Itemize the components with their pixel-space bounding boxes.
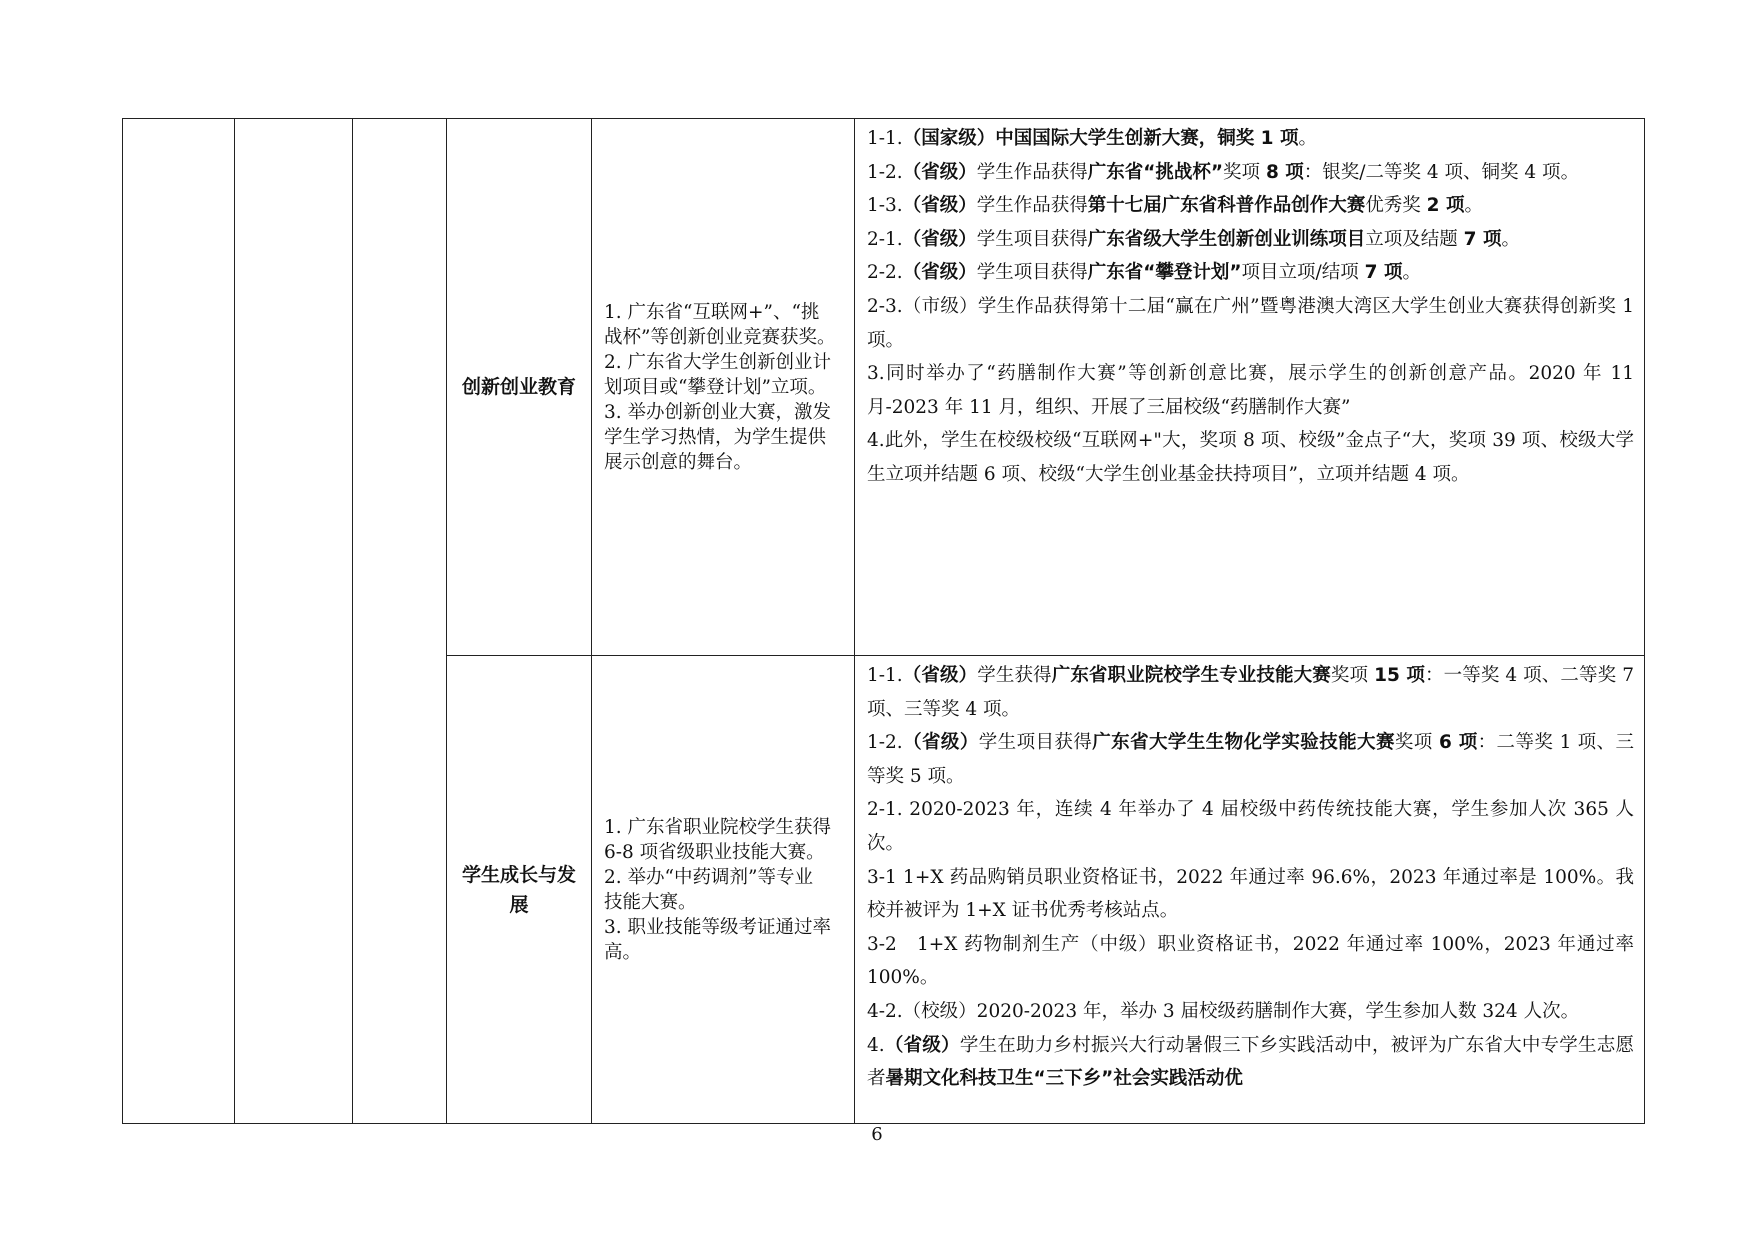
achievement-bold-text: 广东省职业院校学生专业技能大赛 bbox=[1051, 665, 1331, 686]
achievement-bold-text: 广东省“挑战杯” bbox=[1087, 161, 1224, 183]
achievement-text: 奖项 bbox=[1223, 161, 1266, 183]
achievement-item bbox=[867, 223, 1634, 257]
achievement-text: 学生作品获得 bbox=[976, 195, 1088, 217]
achievement-bold-text: （省级） bbox=[902, 732, 979, 754]
standard-line: 6-8 项省级职业技能大赛。 bbox=[604, 841, 825, 863]
achievement-text: 。 bbox=[1501, 228, 1520, 250]
achievement-text: 2-1. 2020-2023 年，连续 4 年举办了 4 届校级中药传统技能大赛，学生参加人次 365 人次。 bbox=[867, 799, 1634, 854]
achievement-text: 。 bbox=[1402, 262, 1422, 284]
standard-line: 3. 举办创新创业大赛，激发 bbox=[604, 401, 832, 423]
standard-cell bbox=[592, 119, 855, 656]
achievement-text: 学生在助力乡村振兴大行动暑假三下乡实践活动中，被评为广东省大中专学生志愿者 bbox=[867, 1034, 1634, 1090]
achievement-text: 4-2.（校级）2020-2023 年，举办 3 届校级药膳制作大赛，学生参加人数 324 人次。 bbox=[867, 1000, 1580, 1022]
achievement-text: 。 bbox=[1464, 195, 1483, 217]
standard-line: 展示创意的舞台。 bbox=[604, 451, 753, 473]
achievement-text: ：一等奖 4 项、二等奖 7 项、三等奖 4 项。 bbox=[867, 665, 1634, 720]
category-label: 学生成长与发 bbox=[461, 863, 576, 886]
achievement-cell bbox=[855, 119, 1645, 656]
achievement-text: ：银奖/二等奖 4 项、铜奖 4 项。 bbox=[1303, 161, 1580, 183]
achievement-text: 1-3. bbox=[867, 195, 903, 217]
standard-line: 2. 广东省大学生创新创业计 bbox=[604, 351, 832, 373]
achievement-item bbox=[867, 424, 1634, 491]
achievement-text: 1-2. bbox=[867, 732, 903, 754]
achievement-bold-text: （省级） bbox=[902, 228, 977, 250]
achievement-text: ：二等奖 1 项、三等奖 5 项。 bbox=[867, 732, 1634, 787]
achievement-bold-text: 7 项 bbox=[1364, 262, 1403, 284]
achievement-bold-text: （省级） bbox=[902, 195, 977, 217]
standard-line: 1. 广东省职业院校学生获得 bbox=[604, 816, 832, 838]
achievement-text: 立项及结题 bbox=[1365, 228, 1464, 250]
achievement-text: 项目立项/结项 bbox=[1241, 262, 1365, 284]
achievement-item bbox=[867, 793, 1634, 860]
standard-line: 划项目或“攀登计划”立项。 bbox=[604, 376, 827, 398]
achievement-bold-text: 15 项 bbox=[1374, 665, 1425, 686]
standard-line: 技能大赛。 bbox=[604, 891, 697, 913]
evaluation-table bbox=[122, 118, 1645, 1124]
achievement-item bbox=[867, 659, 1634, 726]
achievement-text: 奖项 bbox=[1394, 732, 1439, 754]
achievement-item bbox=[867, 156, 1634, 190]
standard-line: 1. 广东省“互联网+”、“挑 bbox=[604, 301, 820, 323]
achievement-text: 2-3.（市级）学生作品获得第十二届“赢在广州”暨粤港澳大湾区大学生创业大赛获得创新奖 1 项。 bbox=[867, 295, 1634, 351]
category-cell bbox=[447, 656, 592, 1124]
achievement-bold-text: （国家级）中国国际大学生创新大赛，铜奖 1 项 bbox=[902, 128, 1299, 149]
achievement-text: 学生项目获得 bbox=[976, 228, 1088, 250]
achievement-text: 。 bbox=[1298, 128, 1317, 149]
table-row bbox=[123, 119, 1645, 656]
achievement-bold-text: （省级） bbox=[902, 161, 977, 183]
standard-line: 学生学习热情，为学生提供 bbox=[604, 426, 827, 448]
achievement-bold-text: （省级） bbox=[902, 262, 977, 284]
achievement-text: 4.此外，学生在校级校级“互联网+"大，奖项 8 项、校级”金点子“大，奖项 39 项、校级大学生立项并结题 6 项、校级“大学生创业基金扶持项目”，立项并结题 4 项。 bbox=[867, 430, 1634, 485]
achievement-text: 学生作品获得 bbox=[976, 161, 1088, 183]
achievement-bold-text: 广东省“攀登计划” bbox=[1087, 262, 1242, 284]
achievement-item bbox=[867, 357, 1634, 424]
standard-line: 2. 举办“中药调剂”等专业 bbox=[604, 866, 813, 888]
empty-cell bbox=[353, 119, 447, 1124]
achievement-item bbox=[867, 726, 1634, 793]
standard-cell bbox=[592, 656, 855, 1124]
achievement-text: 优秀奖 bbox=[1365, 195, 1427, 217]
achievement-item bbox=[867, 861, 1634, 928]
category-label: 展 bbox=[509, 893, 529, 916]
category-label: 创新创业教育 bbox=[461, 376, 576, 398]
achievement-bold-text: （省级） bbox=[902, 665, 978, 686]
achievement-item bbox=[867, 189, 1634, 223]
achievement-item bbox=[867, 290, 1634, 357]
achievement-text: 1-1. bbox=[867, 665, 903, 686]
achievement-item bbox=[867, 256, 1634, 290]
standard-line: 高。 bbox=[604, 941, 642, 963]
achievement-text: 1-2. bbox=[867, 161, 903, 183]
achievement-item bbox=[867, 928, 1634, 995]
achievement-bold-text: 7 项 bbox=[1463, 228, 1502, 250]
empty-cell bbox=[123, 119, 235, 1124]
achievement-text: 3.同时举办了“药膳制作大赛”等创新创意比赛，展示学生的创新创意产品。2020 年 11 月-2023 年 11 月，组织、开展了三届校级“药膳制作大赛” bbox=[867, 363, 1634, 418]
standard-line: 3. 职业技能等级考证通过率 bbox=[604, 916, 832, 938]
achievement-bold-text: 6 项 bbox=[1438, 732, 1478, 754]
achievement-bold-text: 广东省级大学生创新创业训练项目 bbox=[1087, 228, 1366, 250]
achievement-bold-text: 广东省大学生生物化学实验技能大赛 bbox=[1092, 732, 1395, 754]
achievement-text: 学生项目获得 bbox=[976, 262, 1088, 284]
page-number: 6 bbox=[871, 1124, 883, 1145]
achievement-text: 学生项目获得 bbox=[978, 732, 1093, 754]
achievement-text: 4. bbox=[867, 1034, 885, 1056]
achievement-item bbox=[867, 122, 1634, 156]
achievement-bold-text: 暑期文化科技卫生“三下乡”社会实践活动优 bbox=[885, 1068, 1243, 1090]
achievement-text: 学生获得 bbox=[977, 665, 1052, 686]
achievement-text: 2-2. bbox=[867, 262, 903, 284]
achievement-text: 3-2 1+X 药物制剂生产（中级）职业资格证书，2022 年通过率 100%，2023 年通过率 100%。 bbox=[867, 933, 1634, 989]
achievement-bold-text: 第十七届广东省科普作品创作大赛 bbox=[1087, 195, 1366, 217]
achievement-text: 3-1 1+X 药品购销员职业资格证书，2022 年通过率 96.6%，2023 年通过率是 100%。我校并被评为 1+X 证书优秀考核站点。 bbox=[867, 866, 1634, 922]
empty-cell bbox=[235, 119, 353, 1124]
achievement-item bbox=[867, 995, 1634, 1029]
achievement-bold-text: 8 项 bbox=[1265, 161, 1304, 183]
category-cell bbox=[447, 119, 592, 656]
achievement-text: 1-1. bbox=[867, 128, 903, 149]
achievement-bold-text: 2 项 bbox=[1426, 195, 1465, 217]
achievement-text: 奖项 bbox=[1330, 665, 1375, 686]
achievement-bold-text: （省级） bbox=[884, 1034, 960, 1056]
achievement-text: 2-1. bbox=[867, 228, 903, 250]
standard-line: 战杯”等创新创业竞赛获奖。 bbox=[604, 326, 836, 348]
achievement-cell bbox=[855, 656, 1645, 1124]
achievement-item bbox=[867, 1029, 1634, 1096]
